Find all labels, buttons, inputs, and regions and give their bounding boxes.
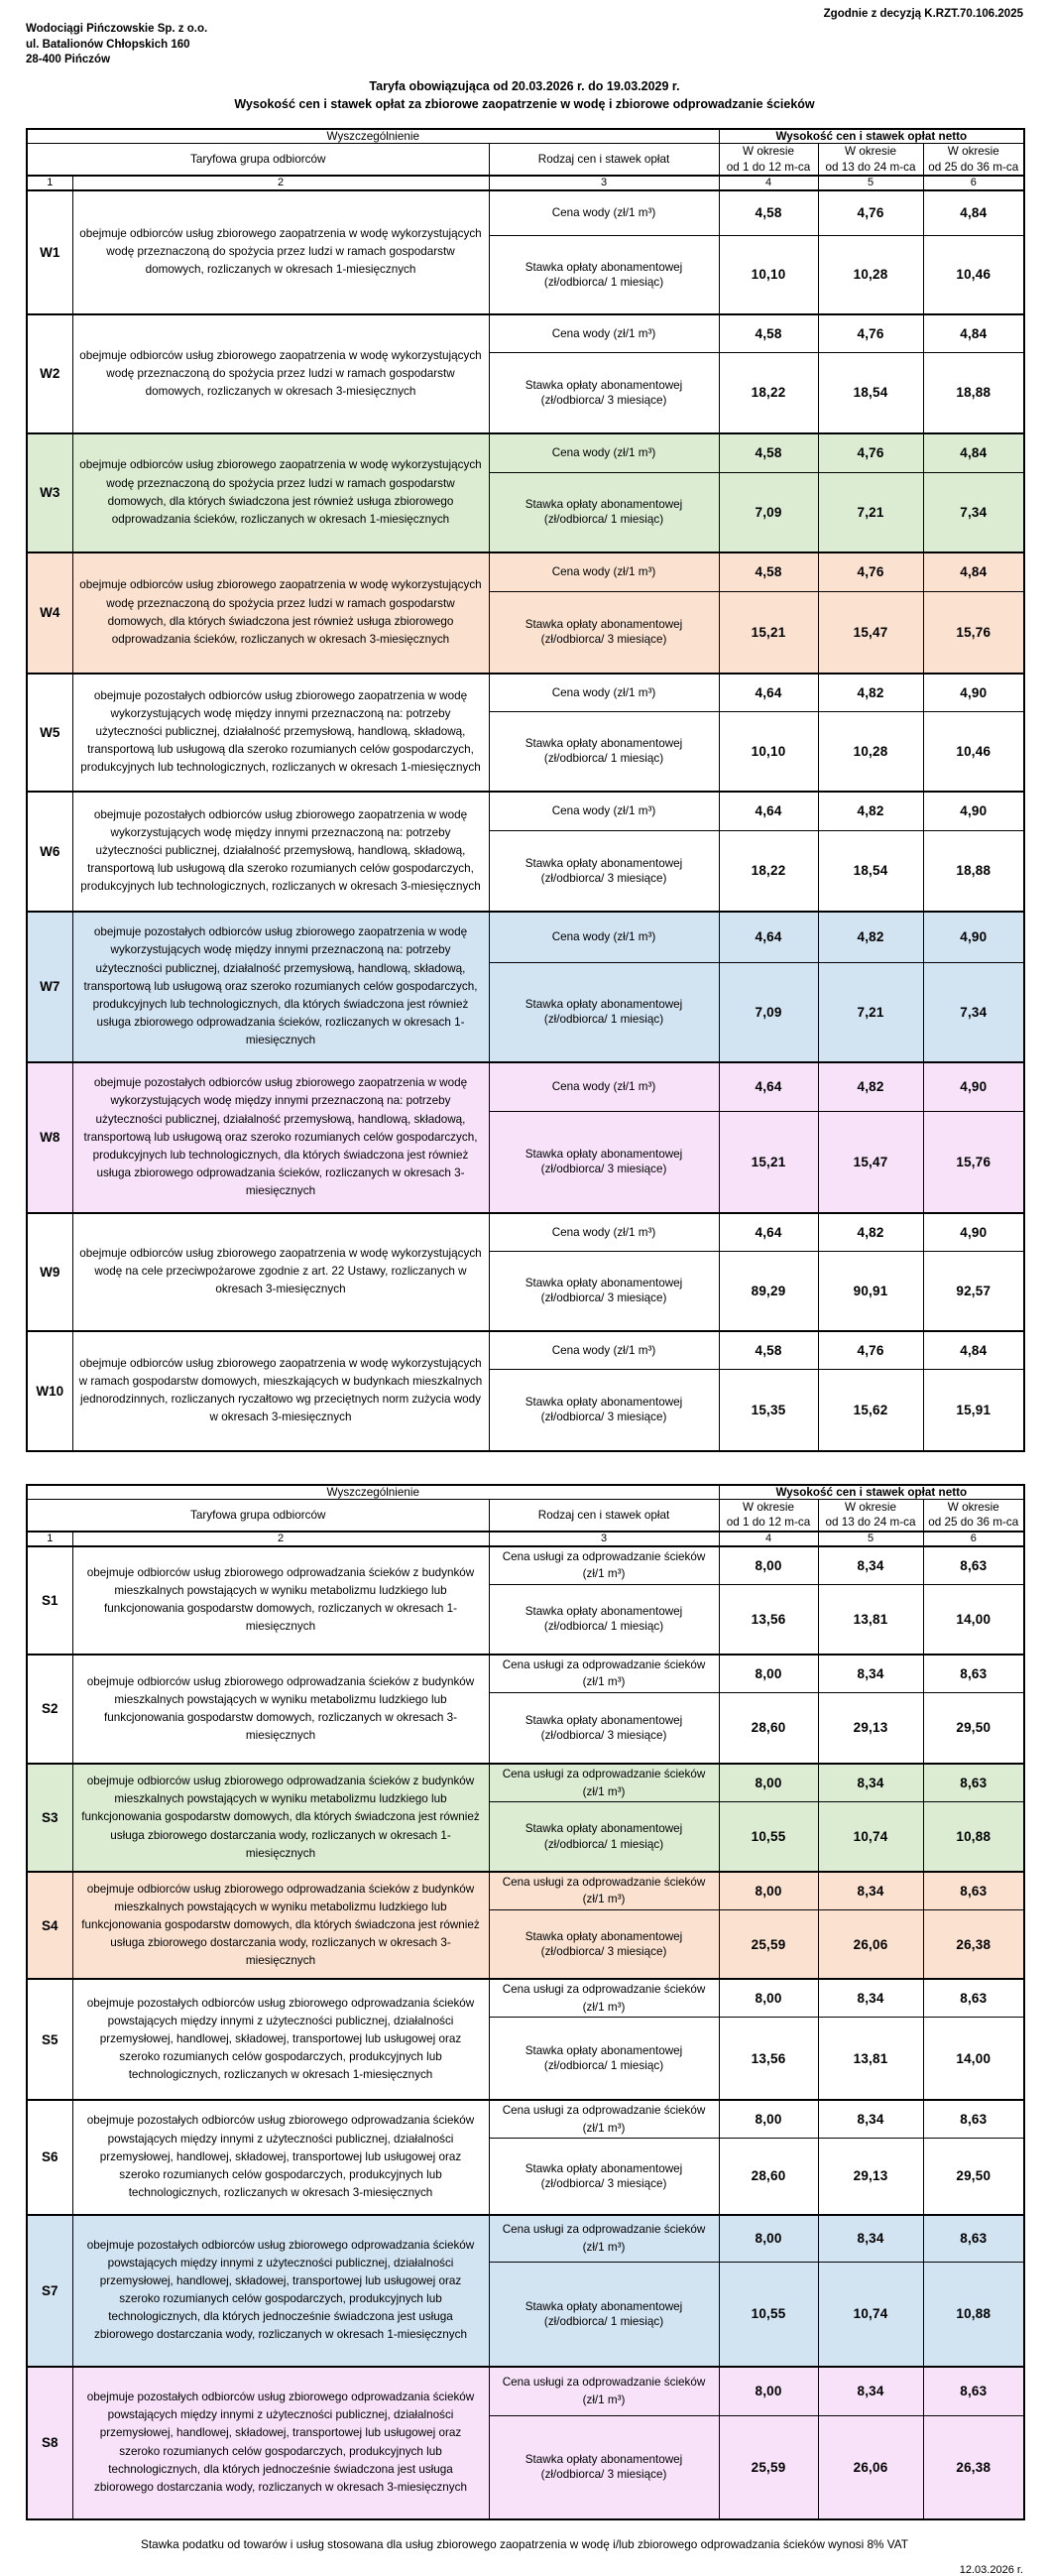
- water-column-number-5: 5: [818, 176, 923, 190]
- fee-label-unit: (zł/odbiorca/ 3 miesiące): [540, 1163, 667, 1176]
- water-price-value-W5-period3: 4,90: [923, 674, 1024, 712]
- water-price-label-W9: Cena wody (zł/1 m³): [489, 1213, 719, 1252]
- sewage-fee-value-S5-period1: 13,56: [719, 2018, 818, 2100]
- water-price-value-W10-period3: 4,84: [923, 1331, 1024, 1370]
- sewage-group-id-S8: S8: [27, 2367, 72, 2519]
- water-fee-value-W1-period3: 10,46: [923, 236, 1024, 314]
- sewage-fee-value-S6-period2: 29,13: [818, 2139, 923, 2215]
- water-price-value-W5-period2: 4,82: [818, 674, 923, 712]
- company-address-block: [26, 22, 1023, 68]
- sewage-group-description-S5: obejmuje pozostałych odbiorców usług zbiorowego odprowadzania ścieków powstających między innymi z użyteczności publicznej, działalności przemysłowej, handlowej, składowej, transportowej lub usługowej oraz szeroko rozumianych celów gospodarczych, produkcyjnych lub technologicznych, rozliczanych w okresach 1-miesięcznych: [72, 1979, 489, 2100]
- fee-label-unit: (zł/odbiorca/ 3 miesiące): [540, 633, 667, 647]
- water-price-label-W1: Cena wody (zł/1 m³): [489, 190, 719, 236]
- sewage-price-label-S8: Cena usługi za odprowadzanie ścieków (zł/1 m³): [489, 2367, 719, 2416]
- water-group-description-W2: obejmuje odbiorców usług zbiorowego zaopatrzenia w wodę wykorzystujących wodę przeznaczoną do spożycia przez ludzi w ramach gospodarstw domowych, rozliczanych w okresach 3-miesięcznych: [72, 314, 489, 433]
- sewage-fee-label-S3: [489, 1802, 719, 1872]
- water-fee-value-W7-period2: 7,21: [818, 963, 923, 1062]
- water-group-id-W8: W8: [27, 1062, 72, 1213]
- water-group-description-W5: obejmuje pozostałych odbiorców usług zbiorowego zaopatrzenia w wodę wykorzystujących wodę między innymi przeznaczoną na: potrzeby użyteczności publicznej, działalność przemysłową, handlową, składową, transportową lub usługową dla szeroko rozumianych celów gospodarczych, produkcyjnych lub technologicznych, rozliczanych w okresach 1-miesięcznych: [72, 674, 489, 792]
- water-table-body: [27, 190, 1024, 1451]
- water-price-value-W3-period3: 4,84: [923, 433, 1024, 473]
- water-group-row-W10: [27, 1331, 1024, 1370]
- fee-label-unit: (zł/odbiorca/ 1 miesiąc): [543, 1837, 664, 1851]
- water-header-tariff-group: Taryfowa grupa odbiorców: [27, 144, 489, 176]
- sewage-group-row-S1: [27, 1546, 1024, 1585]
- water-group-row-W8: [27, 1062, 1024, 1112]
- water-fee-value-W10-period1: 15,35: [719, 1370, 818, 1451]
- water-price-label-W8: Cena wody (zł/1 m³): [489, 1062, 719, 1112]
- sewage-fee-value-S4-period1: 25,59: [719, 1909, 818, 1979]
- water-group-row-W9: [27, 1213, 1024, 1252]
- water-group-row-W3: [27, 433, 1024, 473]
- sewage-fee-value-S2-period1: 28,60: [719, 1692, 818, 1764]
- sewage-price-label-S4: Cena usługi za odprowadzanie ścieków (zł/1 m³): [489, 1872, 719, 1910]
- sewage-price-value-S4-period1: 8,00: [719, 1872, 818, 1910]
- sewage-price-value-S6-period1: 8,00: [719, 2100, 818, 2139]
- sewage-price-value-S7-period3: 8,63: [923, 2215, 1024, 2263]
- fee-label-line1: Stawka opłaty abonamentowej: [524, 1605, 683, 1619]
- water-price-value-W1-period1: 4,58: [719, 190, 818, 236]
- water-fee-label-W9: [489, 1252, 719, 1331]
- water-price-value-W7-period1: 4,64: [719, 912, 818, 963]
- company-city: 28-400 Pińczów: [26, 54, 111, 66]
- fee-label-unit: (zł/odbiorca/ 3 miesiące): [540, 2176, 667, 2190]
- fee-label-line1: Stawka opłaty abonamentowej: [524, 2453, 683, 2467]
- water-price-value-W4-period1: 4,58: [719, 552, 818, 592]
- sewage-fee-value-S7-period3: 10,88: [923, 2263, 1024, 2367]
- fee-label-line1: Stawka opłaty abonamentowej: [524, 1929, 683, 1943]
- sewage-group-id-S3: S3: [27, 1764, 72, 1872]
- water-fee-label-W5: [489, 712, 719, 792]
- sewage-price-label-S7: Cena usługi za odprowadzanie ścieków (zł/1 m³): [489, 2215, 719, 2263]
- decision-reference: Zgodnie z decyzją K.RZT.70.106.2025: [823, 8, 1023, 20]
- water-price-value-W7-period2: 4,82: [818, 912, 923, 963]
- fee-label-line1: Stawka opłaty abonamentowej: [524, 1277, 683, 1290]
- water-price-value-W4-period2: 4,76: [818, 552, 923, 592]
- water-price-label-W2: Cena wody (zł/1 m³): [489, 314, 719, 353]
- sewage-group-id-S2: S2: [27, 1655, 72, 1765]
- water-price-value-W2-period3: 4,84: [923, 314, 1024, 353]
- sewage-fee-value-S4-period2: 26,06: [818, 1909, 923, 1979]
- water-price-value-W6-period2: 4,82: [818, 792, 923, 831]
- sewage-group-row-S8: [27, 2367, 1024, 2416]
- sewage-price-label-S3: Cena usługi za odprowadzanie ścieków (zł/1 m³): [489, 1764, 719, 1802]
- water-price-label-W7: Cena wody (zł/1 m³): [489, 912, 719, 963]
- water-price-value-W8-period3: 4,90: [923, 1062, 1024, 1112]
- water-group-description-W9: obejmuje odbiorców usług zbiorowego zaopatrzenia w wodę wykorzystujących wodę na cele przeciwpożarowe zgodnie z art. 22 Ustawy, rozliczanych w okresach 3-miesięcznych: [72, 1213, 489, 1331]
- fee-label-line1: Stawka opłaty abonamentowej: [524, 2161, 683, 2175]
- water-price-value-W9-period1: 4,64: [719, 1213, 818, 1252]
- water-group-row-W2: [27, 314, 1024, 353]
- water-price-label-W6: Cena wody (zł/1 m³): [489, 792, 719, 831]
- water-group-row-W7: [27, 912, 1024, 963]
- sewage-column-number-2: 2: [72, 1532, 489, 1546]
- sewage-fee-label-S7: [489, 2263, 719, 2367]
- water-price-value-W9-period3: 4,90: [923, 1213, 1024, 1252]
- sewage-group-description-S8: obejmuje pozostałych odbiorców usług zbiorowego odprowadzania ścieków powstających między innymi z użyteczności publicznej, działalności przemysłowej, handlowej, składowej, transportowej lub usługowej oraz szeroko rozumianych celów gospodarczych, produkcyjnych lub technologicznych, dla których jednocześnie świadczona jest usługa zbiorowego dostarczania wody, rozliczanych w okresach 3-miesięcznych: [72, 2367, 489, 2519]
- period-line2: od 13 do 24 m-ca: [825, 160, 916, 174]
- water-fee-label-W3: [489, 473, 719, 552]
- sewage-fee-value-S3-period1: 10,55: [719, 1802, 818, 1872]
- water-fee-value-W9-period2: 90,91: [818, 1252, 923, 1331]
- water-group-description-W4: obejmuje odbiorców usług zbiorowego zaopatrzenia w wodę wykorzystujących wodę przeznaczoną do spożycia przez ludzi w ramach gospodarstw domowych, dla których świadczona jest również usługa zbiorowego odprowadzania ścieków, rozliczanych w okresach 3-miesięcznych: [72, 552, 489, 674]
- water-group-id-W5: W5: [27, 674, 72, 792]
- fee-label-line1: Stawka opłaty abonamentowej: [524, 2299, 683, 2313]
- sewage-price-value-S6-period3: 8,63: [923, 2100, 1024, 2139]
- fee-label-unit: (zł/odbiorca/ 3 miesiące): [540, 393, 667, 407]
- fee-label-unit: (zł/odbiorca/ 1 miesiąc): [543, 275, 664, 289]
- water-price-value-W10-period2: 4,76: [818, 1331, 923, 1370]
- water-price-value-W8-period2: 4,82: [818, 1062, 923, 1112]
- fee-label-unit: (zł/odbiorca/ 3 miesiące): [540, 1411, 667, 1424]
- sewage-fee-value-S2-period3: 29,50: [923, 1692, 1024, 1764]
- sewage-price-value-S2-period1: 8,00: [719, 1655, 818, 1693]
- sewage-price-label-S6: Cena usługi za odprowadzanie ścieków (zł/1 m³): [489, 2100, 719, 2139]
- sewage-price-value-S2-period3: 8,63: [923, 1655, 1024, 1693]
- water-price-value-W5-period1: 4,64: [719, 674, 818, 712]
- water-fee-value-W4-period2: 15,47: [818, 592, 923, 674]
- sewage-fee-label-S5: [489, 2018, 719, 2100]
- sewage-price-value-S3-period3: 8,63: [923, 1764, 1024, 1802]
- water-price-value-W2-period1: 4,58: [719, 314, 818, 353]
- water-column-number-1: 1: [27, 176, 72, 190]
- sewage-table-header: [27, 1485, 1024, 1546]
- sewage-price-value-S5-period3: 8,63: [923, 1979, 1024, 2018]
- sewage-fee-value-S1-period3: 14,00: [923, 1585, 1024, 1655]
- sewage-column-number-4: 4: [719, 1532, 818, 1546]
- sewage-price-label-S5: Cena usługi za odprowadzanie ścieków (zł/1 m³): [489, 1979, 719, 2018]
- fee-label-line1: Stawka opłaty abonamentowej: [524, 1822, 683, 1836]
- water-header-price-type: Rodzaj cen i stawek opłat: [489, 144, 719, 176]
- fee-label-line1: Stawka opłaty abonamentowej: [524, 998, 683, 1012]
- water-fee-value-W3-period1: 7,09: [719, 473, 818, 552]
- water-group-id-W4: W4: [27, 552, 72, 674]
- water-header-period-2: [818, 144, 923, 176]
- water-fee-value-W5-period1: 10,10: [719, 712, 818, 792]
- water-group-id-W10: W10: [27, 1331, 72, 1451]
- fee-label-unit: (zł/odbiorca/ 3 miesiące): [540, 1291, 667, 1305]
- water-fee-value-W3-period2: 7,21: [818, 473, 923, 552]
- water-header-period-1: [719, 144, 818, 176]
- sewage-fee-value-S6-period1: 28,60: [719, 2139, 818, 2215]
- fee-label-unit: (zł/odbiorca/ 1 miesiąc): [543, 1013, 664, 1027]
- fee-label-line1: Stawka opłaty abonamentowej: [524, 378, 683, 392]
- fee-label-unit: (zł/odbiorca/ 1 miesiąc): [543, 752, 664, 766]
- water-fee-value-W6-period2: 18,54: [818, 831, 923, 912]
- water-fee-value-W7-period3: 7,34: [923, 963, 1024, 1062]
- water-group-id-W3: W3: [27, 433, 72, 552]
- water-fee-value-W9-period3: 92,57: [923, 1252, 1024, 1331]
- sewage-group-description-S7: obejmuje pozostałych odbiorców usług zbiorowego odprowadzania ścieków powstających między innymi z użyteczności publicznej, działalności przemysłowej, handlowej, składowej, transportowej lub usługowej oraz szeroko rozumianych celów gospodarczych, produkcyjnych lub technologicznych, dla których jednocześnie świadczona jest usługa zbiorowego dostarczania wody, rozliczanych w okresach 1-miesięcznych: [72, 2215, 489, 2367]
- water-fee-label-W6: [489, 831, 719, 912]
- sewage-price-value-S1-period1: 8,00: [719, 1546, 818, 1585]
- sewage-fee-value-S8-period3: 26,38: [923, 2416, 1024, 2519]
- water-group-description-W1: obejmuje odbiorców usług zbiorowego zaopatrzenia w wodę wykorzystujących wodę przeznaczoną do spożycia przez ludzi w ramach gospodarstw domowych, rozliczanych w okresach 1-miesięcznych: [72, 190, 489, 314]
- sewage-price-value-S4-period2: 8,34: [818, 1872, 923, 1910]
- water-price-label-W5: Cena wody (zł/1 m³): [489, 674, 719, 712]
- water-group-description-W8: obejmuje pozostałych odbiorców usług zbiorowego zaopatrzenia w wodę wykorzystujących wodę między innymi przeznaczoną na: potrzeby użyteczności publicznej, działalność przemysłową, handlową, składową, transportową lub usługową oraz szeroko rozumianych celów gospodarczych, produkcyjnych lub technologicznych, dla których świadczona jest również usługa zbiorowego odprowadzania ścieków, rozliczanych w okresach 3-miesięcznych: [72, 1062, 489, 1213]
- water-price-value-W9-period2: 4,82: [818, 1213, 923, 1252]
- sewage-header-period-1: [719, 1500, 818, 1532]
- period-line2: od 1 do 12 m-ca: [726, 160, 811, 174]
- fee-label-line1: Stawka opłaty abonamentowej: [524, 737, 683, 751]
- water-fee-label-W1: [489, 236, 719, 314]
- sewage-header-period-3: [923, 1500, 1024, 1532]
- water-group-id-W7: W7: [27, 912, 72, 1062]
- fee-label-line1: Stawka opłaty abonamentowej: [524, 260, 683, 274]
- water-fee-value-W8-period1: 15,21: [719, 1112, 818, 1213]
- water-price-value-W10-period1: 4,58: [719, 1331, 818, 1370]
- sewage-group-id-S7: S7: [27, 2215, 72, 2367]
- fee-label-line1: Stawka opłaty abonamentowej: [524, 498, 683, 512]
- sewage-fee-label-S1: [489, 1585, 719, 1655]
- sewage-group-row-S7: [27, 2215, 1024, 2263]
- water-price-value-W6-period1: 4,64: [719, 792, 818, 831]
- sewage-price-value-S7-period2: 8,34: [818, 2215, 923, 2263]
- water-fee-value-W10-period3: 15,91: [923, 1370, 1024, 1451]
- fee-label-line1: Stawka opłaty abonamentowej: [524, 856, 683, 870]
- water-price-value-W4-period3: 4,84: [923, 552, 1024, 592]
- sewage-column-number-3: 3: [489, 1532, 719, 1546]
- sewage-header-specification: Wyszczególnienie: [27, 1485, 719, 1500]
- water-fee-label-W7: [489, 963, 719, 1062]
- sewage-group-row-S2: [27, 1655, 1024, 1693]
- sewage-tariff-table: [26, 1484, 1025, 2520]
- sewage-price-value-S2-period2: 8,34: [818, 1655, 923, 1693]
- period-line1: W okresie: [743, 1501, 795, 1515]
- sewage-group-description-S6: obejmuje pozostałych odbiorców usług zbiorowego odprowadzania ścieków powstających między innymi z użyteczności publicznej, działalności przemysłowej, handlowej, składowej, transportowej lub usługowej oraz szeroko rozumianych celów gospodarczych, produkcyjnych lub technologicznych, rozliczanych w okresach 3-miesięcznych: [72, 2100, 489, 2215]
- period-line1: W okresie: [947, 1501, 999, 1515]
- document-subtitle: Wysokość cen i stawek opłat za zbiorowe zaopatrzenie w wodę i zbiorowe odprowadzanie ścieków: [234, 96, 815, 111]
- sewage-fee-value-S4-period3: 26,38: [923, 1909, 1024, 1979]
- sewage-fee-value-S3-period2: 10,74: [818, 1802, 923, 1872]
- sewage-group-row-S5: [27, 1979, 1024, 2018]
- period-line1: W okresie: [947, 145, 999, 159]
- sewage-price-value-S8-period2: 8,34: [818, 2367, 923, 2416]
- sewage-fee-value-S8-period2: 26,06: [818, 2416, 923, 2519]
- water-fee-value-W3-period3: 7,34: [923, 473, 1024, 552]
- sewage-group-description-S4: obejmuje odbiorców usług zbiorowego odprowadzania ścieków z budynków mieszkalnych powstających w wyniku metabolizmu ludzkiego lub funkcjonowania gospodarstw domowych, dla których świadczona jest również usługa zbiorowego dostarczania wody, rozliczanych w okresach 3-miesięcznych: [72, 1872, 489, 1980]
- sewage-fee-label-S4: [489, 1909, 719, 1979]
- water-price-label-W10: Cena wody (zł/1 m³): [489, 1331, 719, 1370]
- sewage-header-net-prices: Wysokość cen i stawek opłat netto: [719, 1485, 1024, 1500]
- water-fee-value-W5-period3: 10,46: [923, 712, 1024, 792]
- water-column-number-4: 4: [719, 176, 818, 190]
- sewage-group-description-S3: obejmuje odbiorców usług zbiorowego odprowadzania ścieków z budynków mieszkalnych powstających w wyniku metabolizmu ludzkiego lub funkcjonowania gospodarstw domowych, dla których świadczona jest również usługa zbiorowego dostarczania wody, rozliczanych w okresach 1-miesięcznych: [72, 1764, 489, 1872]
- sewage-price-value-S8-period1: 8,00: [719, 2367, 818, 2416]
- water-table-header: [27, 129, 1024, 190]
- sewage-fee-value-S7-period1: 10,55: [719, 2263, 818, 2367]
- water-fee-value-W6-period1: 18,22: [719, 831, 818, 912]
- water-header-specification: Wyszczególnienie: [27, 129, 719, 144]
- period-line2: od 13 do 24 m-ca: [825, 1516, 916, 1530]
- water-fee-value-W1-period1: 10,10: [719, 236, 818, 314]
- sewage-fee-value-S1-period2: 13,81: [818, 1585, 923, 1655]
- sewage-price-value-S1-period2: 8,34: [818, 1546, 923, 1585]
- period-line2: od 1 do 12 m-ca: [726, 1516, 811, 1530]
- water-fee-value-W2-period1: 18,22: [719, 353, 818, 433]
- water-fee-label-W10: [489, 1370, 719, 1451]
- water-fee-label-W8: [489, 1112, 719, 1213]
- fee-label-line1: Stawka opłaty abonamentowej: [524, 618, 683, 632]
- water-price-label-W3: Cena wody (zł/1 m³): [489, 433, 719, 473]
- water-fee-value-W5-period2: 10,28: [818, 712, 923, 792]
- sewage-table-body: [27, 1546, 1024, 2519]
- water-header-period-3: [923, 144, 1024, 176]
- sewage-price-value-S4-period3: 8,63: [923, 1872, 1024, 1910]
- sewage-price-value-S7-period1: 8,00: [719, 2215, 818, 2263]
- sewage-group-id-S4: S4: [27, 1872, 72, 1980]
- sewage-price-value-S3-period1: 8,00: [719, 1764, 818, 1802]
- document-title: Taryfa obowiązująca od 20.03.2026 r. do 19.03.2029 r.: [369, 78, 680, 93]
- fee-label-unit: (zł/odbiorca/ 3 miesiące): [540, 1728, 667, 1742]
- sewage-fee-label-S8: [489, 2416, 719, 2519]
- period-line1: W okresie: [845, 1501, 897, 1515]
- document-title-block: [26, 77, 1023, 113]
- sewage-group-row-S4: [27, 1872, 1024, 1910]
- sewage-group-id-S5: S5: [27, 1979, 72, 2100]
- period-line2: od 25 do 36 m-ca: [928, 1516, 1019, 1530]
- sewage-group-description-S1: obejmuje odbiorców usług zbiorowego odprowadzania ścieków z budynków mieszkalnych powstających w wyniku metabolizmu ludzkiego lub funkcjonowania gospodarstw domowych, rozliczanych w okresach 1-miesięcznych: [72, 1546, 489, 1655]
- sewage-column-number-1: 1: [27, 1532, 72, 1546]
- period-line2: od 25 do 36 m-ca: [928, 160, 1019, 174]
- water-column-number-6: 6: [923, 176, 1024, 190]
- water-group-description-W3: obejmuje odbiorców usług zbiorowego zaopatrzenia w wodę wykorzystujących wodę przeznaczoną do spożycia przez ludzi w ramach gospodarstw domowych, dla których świadczona jest również usługa zbiorowego odprowadzania ścieków, rozliczanych w okresach 1-miesięcznych: [72, 433, 489, 552]
- water-fee-label-W2: [489, 353, 719, 433]
- fee-label-line1: Stawka opłaty abonamentowej: [524, 2044, 683, 2058]
- sewage-group-id-S6: S6: [27, 2100, 72, 2215]
- water-fee-value-W8-period2: 15,47: [818, 1112, 923, 1213]
- sewage-fee-value-S2-period2: 29,13: [818, 1692, 923, 1764]
- water-fee-value-W8-period3: 15,76: [923, 1112, 1024, 1213]
- sewage-group-row-S6: [27, 2100, 1024, 2139]
- water-column-number-3: 3: [489, 176, 719, 190]
- fee-label-unit: (zł/odbiorca/ 1 miesiąc): [543, 2314, 664, 2328]
- water-price-value-W3-period2: 4,76: [818, 433, 923, 473]
- vat-note: Stawka podatku od towarów i usług stosowana dla usług zbiorowego zaopatrzenia w wodę i/lub zbiorowego odprowadzania ścieków wynosi 8% VAT: [140, 2536, 908, 2551]
- water-fee-value-W10-period2: 15,62: [818, 1370, 923, 1451]
- water-fee-value-W9-period1: 89,29: [719, 1252, 818, 1331]
- water-fee-value-W4-period1: 15,21: [719, 592, 818, 674]
- sewage-price-label-S2: Cena usługi za odprowadzanie ścieków (zł/1 m³): [489, 1655, 719, 1693]
- fee-label-unit: (zł/odbiorca/ 1 miesiąc): [543, 1620, 664, 1634]
- fee-label-unit: (zł/odbiorca/ 3 miesiące): [540, 2468, 667, 2482]
- sewage-price-value-S1-period3: 8,63: [923, 1546, 1024, 1585]
- company-street: ul. Batalionów Chłopskich 160: [26, 38, 190, 51]
- water-tariff-table: [26, 128, 1025, 1452]
- water-fee-value-W7-period1: 7,09: [719, 963, 818, 1062]
- sewage-price-value-S5-period2: 8,34: [818, 1979, 923, 2018]
- water-price-value-W6-period3: 4,90: [923, 792, 1024, 831]
- sewage-price-value-S3-period2: 8,34: [818, 1764, 923, 1802]
- fee-label-line1: Stawka opłaty abonamentowej: [524, 1396, 683, 1410]
- water-group-row-W1: [27, 190, 1024, 236]
- water-group-row-W5: [27, 674, 1024, 712]
- company-name: Wodociągi Pińczowskie Sp. z o.o.: [26, 23, 208, 35]
- sewage-fee-label-S6: [489, 2139, 719, 2215]
- sewage-fee-value-S5-period3: 14,00: [923, 2018, 1024, 2100]
- water-group-id-W2: W2: [27, 314, 72, 433]
- fee-label-unit: (zł/odbiorca/ 3 miesiące): [540, 1945, 667, 1959]
- water-fee-value-W1-period2: 10,28: [818, 236, 923, 314]
- water-price-value-W1-period2: 4,76: [818, 190, 923, 236]
- water-fee-value-W2-period2: 18,54: [818, 353, 923, 433]
- fee-label-unit: (zł/odbiorca/ 3 miesiące): [540, 871, 667, 885]
- fee-label-line1: Stawka opłaty abonamentowej: [524, 1713, 683, 1727]
- water-price-value-W3-period1: 4,58: [719, 433, 818, 473]
- water-group-id-W1: W1: [27, 190, 72, 314]
- sewage-price-value-S5-period1: 8,00: [719, 1979, 818, 2018]
- fee-label-unit: (zł/odbiorca/ 1 miesiąc): [543, 513, 664, 527]
- sewage-header-tariff-group: Taryfowa grupa odbiorców: [27, 1500, 489, 1532]
- sewage-column-number-6: 6: [923, 1532, 1024, 1546]
- period-line1: W okresie: [743, 145, 795, 159]
- water-group-description-W10: obejmuje odbiorców usług zbiorowego zaopatrzenia w wodę wykorzystujących w ramach gospodarstw domowych, mieszkających w budynkach mieszkalnych jednorodzinnych, rozliczanych ryczałtowo wg przeciętnych norm zużycia wody w okresach 3-miesięcznych: [72, 1331, 489, 1451]
- water-fee-value-W6-period3: 18,88: [923, 831, 1024, 912]
- sewage-fee-value-S1-period1: 13,56: [719, 1585, 818, 1655]
- water-price-value-W7-period3: 4,90: [923, 912, 1024, 963]
- document-date: 12.03.2026 r.: [959, 2563, 1023, 2576]
- period-line1: W okresie: [845, 145, 897, 159]
- sewage-fee-value-S7-period2: 10,74: [818, 2263, 923, 2367]
- water-group-row-W4: [27, 552, 1024, 592]
- water-fee-value-W2-period3: 18,88: [923, 353, 1024, 433]
- water-header-net-prices: Wysokość cen i stawek opłat netto: [719, 129, 1024, 144]
- water-fee-value-W4-period3: 15,76: [923, 592, 1024, 674]
- sewage-fee-value-S8-period1: 25,59: [719, 2416, 818, 2519]
- water-group-row-W6: [27, 792, 1024, 831]
- water-group-description-W6: obejmuje pozostałych odbiorców usług zbiorowego zaopatrzenia w wodę wykorzystujących wodę między innymi przeznaczoną na: potrzeby użyteczności publicznej, działalność przemysłową, handlową, składową, transportową lub usługową dla szeroko rozumianych celów gospodarczych, produkcyjnych lub technologicznych, rozliczanych w okresach 3-miesięcznych: [72, 792, 489, 912]
- sewage-group-description-S2: obejmuje odbiorców usług zbiorowego odprowadzania ścieków z budynków mieszkalnych powstających w wyniku metabolizmu ludzkiego lub funkcjonowania gospodarstw domowych, rozliczanych w okresach 3-miesięcznych: [72, 1655, 489, 1765]
- water-column-number-2: 2: [72, 176, 489, 190]
- sewage-price-value-S8-period3: 8,63: [923, 2367, 1024, 2416]
- water-group-id-W6: W6: [27, 792, 72, 912]
- sewage-group-row-S3: [27, 1764, 1024, 1802]
- sewage-fee-label-S2: [489, 1692, 719, 1764]
- water-fee-label-W4: [489, 592, 719, 674]
- sewage-fee-value-S5-period2: 13,81: [818, 2018, 923, 2100]
- sewage-header-period-2: [818, 1500, 923, 1532]
- water-price-label-W4: Cena wody (zł/1 m³): [489, 552, 719, 592]
- water-group-id-W9: W9: [27, 1213, 72, 1331]
- water-price-value-W1-period3: 4,84: [923, 190, 1024, 236]
- fee-label-line1: Stawka opłaty abonamentowej: [524, 1148, 683, 1162]
- sewage-fee-value-S6-period3: 29,50: [923, 2139, 1024, 2215]
- water-price-value-W8-period1: 4,64: [719, 1062, 818, 1112]
- sewage-column-number-5: 5: [818, 1532, 923, 1546]
- fee-label-unit: (zł/odbiorca/ 1 miesiąc): [543, 2059, 664, 2073]
- sewage-group-id-S1: S1: [27, 1546, 72, 1655]
- sewage-fee-value-S3-period3: 10,88: [923, 1802, 1024, 1872]
- sewage-price-label-S1: Cena usługi za odprowadzanie ścieków (zł/1 m³): [489, 1546, 719, 1585]
- water-group-description-W7: obejmuje pozostałych odbiorców usług zbiorowego zaopatrzenia w wodę wykorzystujących wodę między innymi przeznaczoną na: potrzeby użyteczności publicznej, działalność przemysłową, handlową, składową, transportową lub usługową oraz szeroko rozumianych celów gospodarczych, produkcyjnych lub technologicznych, dla których świadczona jest również usługa zbiorowego odprowadzania ścieków, rozliczanych w okresach 1-miesięcznych: [72, 912, 489, 1062]
- sewage-header-price-type: Rodzaj cen i stawek opłat: [489, 1500, 719, 1532]
- sewage-price-value-S6-period2: 8,34: [818, 2100, 923, 2139]
- water-price-value-W2-period2: 4,76: [818, 314, 923, 353]
